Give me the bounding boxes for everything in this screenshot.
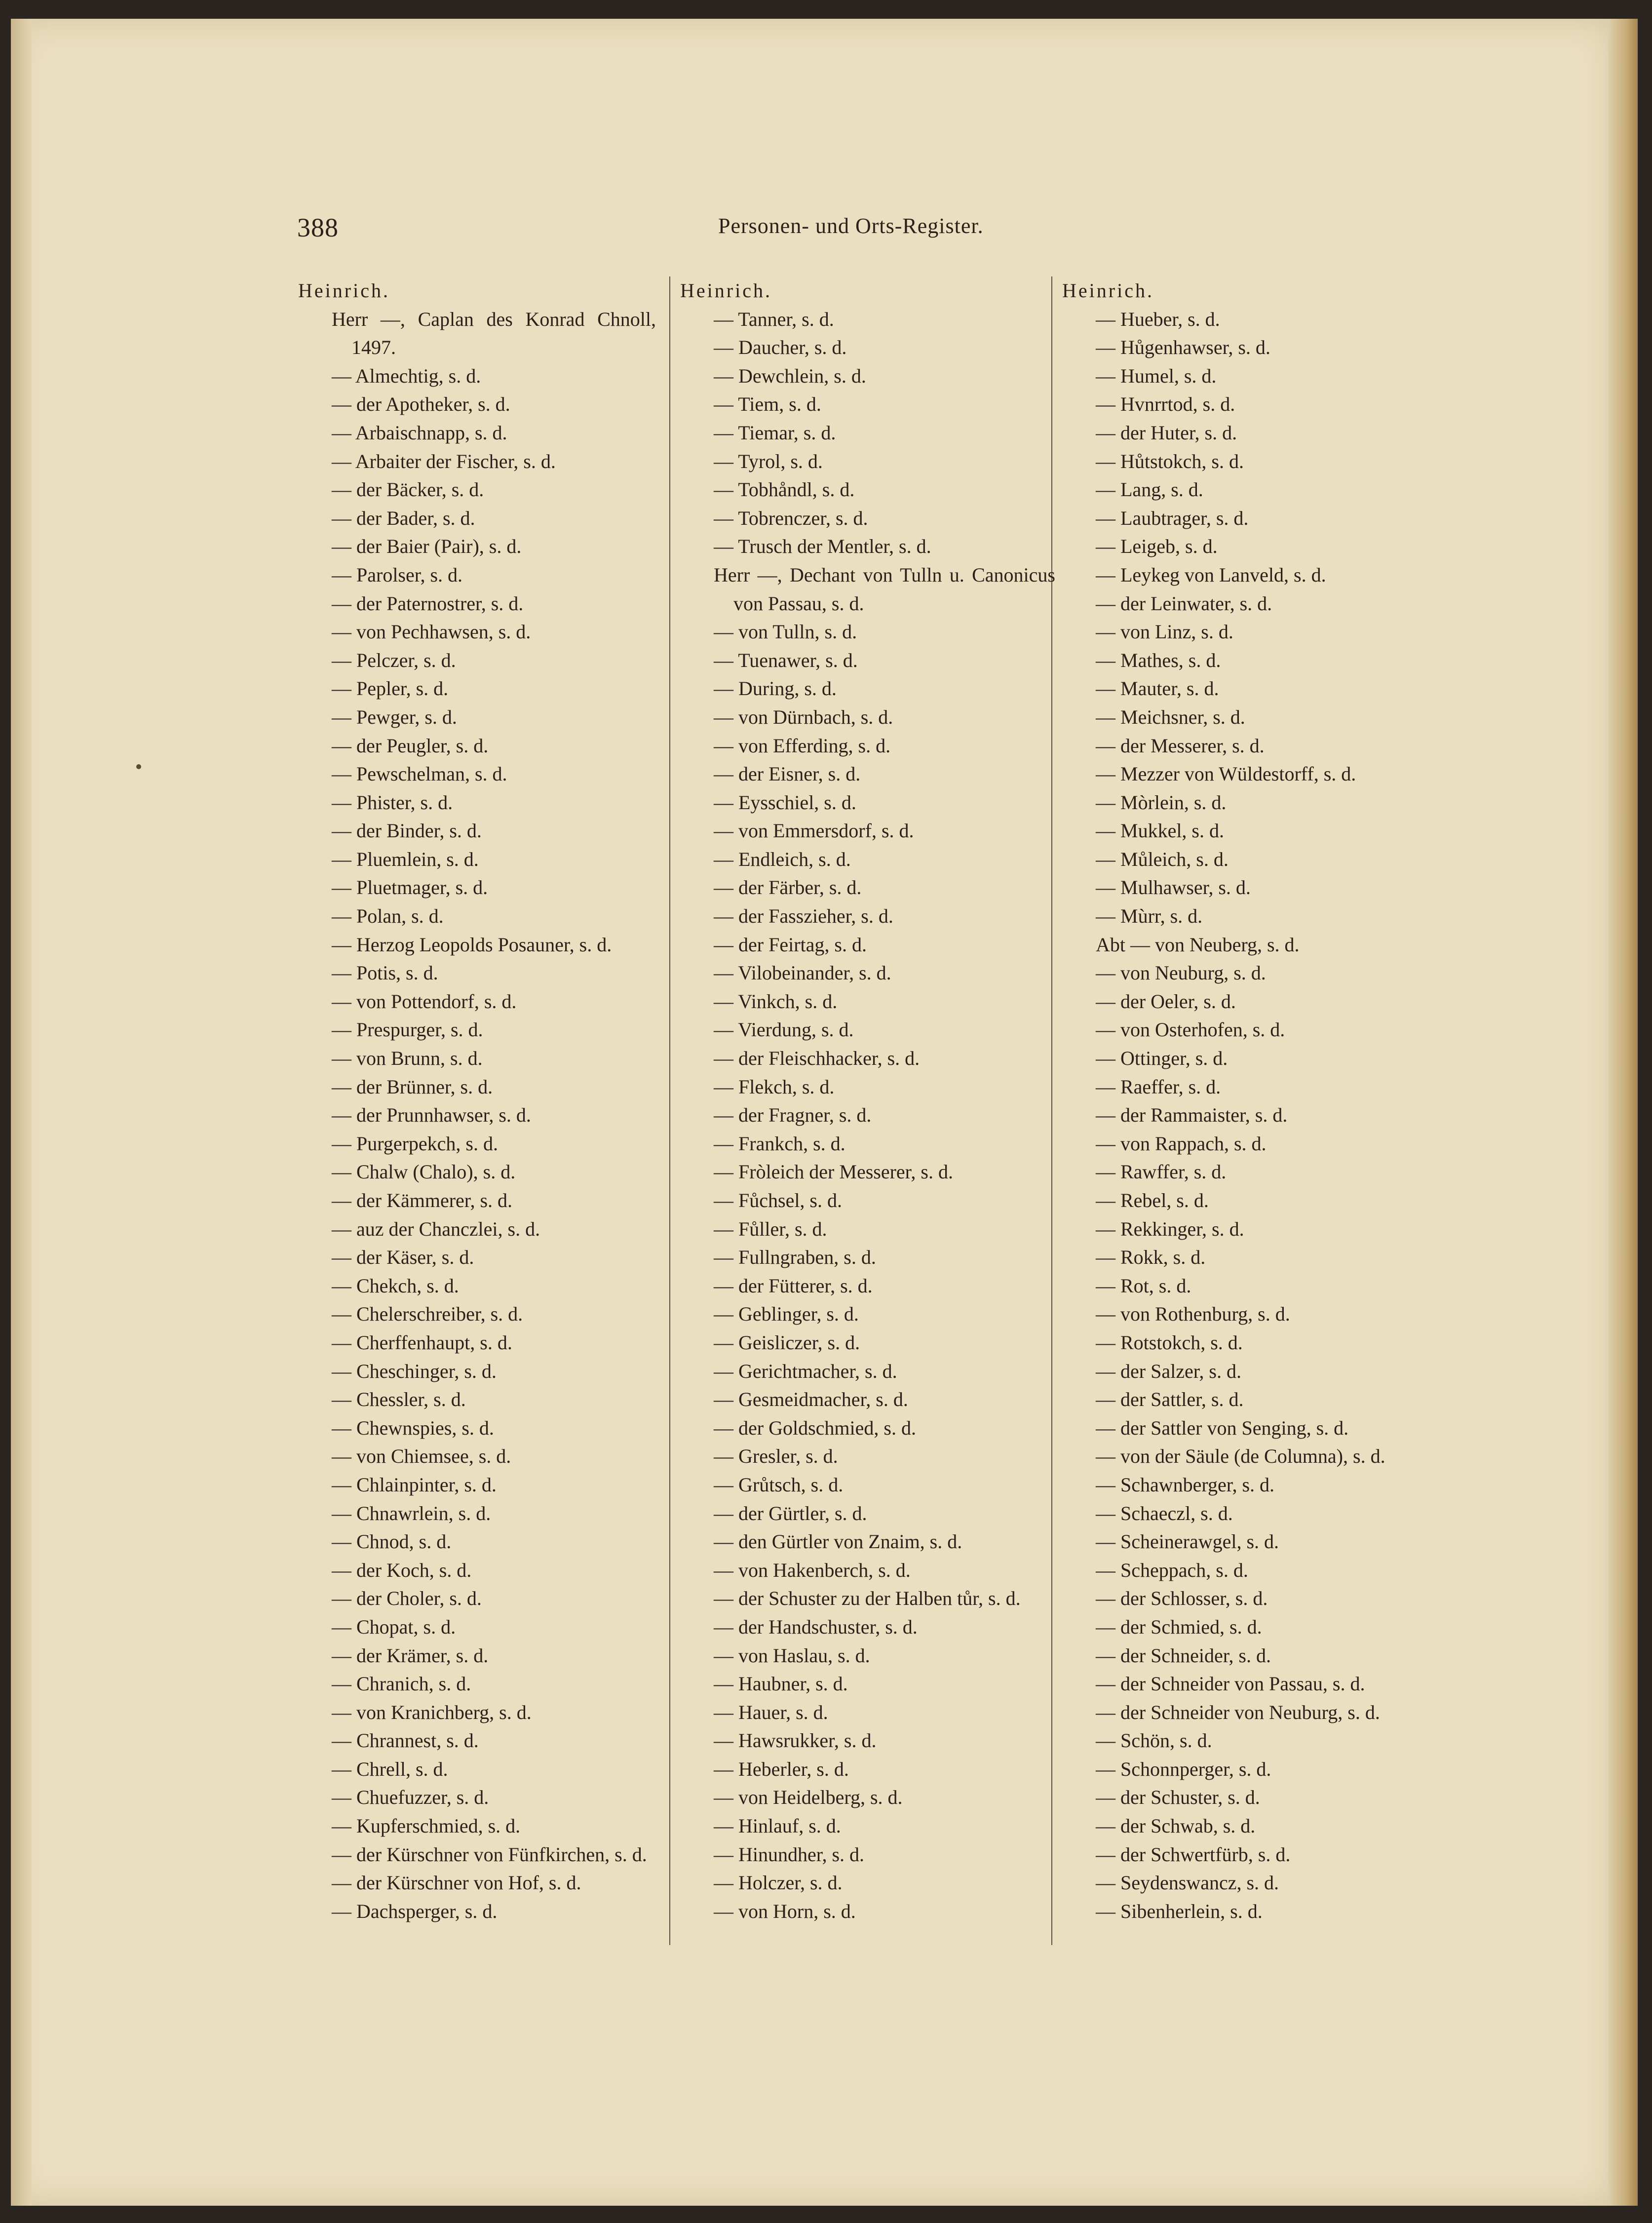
register-entry: — Pepler, s. d.: [332, 677, 449, 700]
register-entry: — Tanner, s. d.: [714, 308, 834, 330]
register-entry: — der Färber, s. d.: [714, 876, 862, 899]
register-entry: — von Chiemsee, s. d.: [332, 1445, 511, 1468]
register-entry: — Tobhåndl, s. d.: [714, 478, 855, 501]
register-entry: — von Rothenburg, s. d.: [1096, 1303, 1290, 1326]
register-entry: — Leykeg von Lanveld, s. d.: [1096, 563, 1326, 586]
register-entry: — Tuenawer, s. d.: [714, 649, 858, 671]
register-entry: — Meichsner, s. d.: [1096, 705, 1245, 728]
register-entry: — Rot, s. d.: [1096, 1274, 1191, 1297]
register-entry: — von Emmersdorf, s. d.: [714, 819, 914, 842]
register-entry: — Parolser, s. d.: [332, 563, 463, 586]
register-entry: — Chalw (Chalo), s. d.: [332, 1161, 516, 1183]
register-entry: — der Handschuster, s. d.: [714, 1615, 918, 1638]
register-entry: — der Schwab, s. d.: [1096, 1815, 1256, 1837]
register-entry: — der Schuster, s. d.: [1096, 1786, 1260, 1809]
register-entry: — der Käser, s. d.: [332, 1246, 474, 1269]
register-entry: — von der Säule (de Columna), s. d.: [1096, 1445, 1385, 1468]
register-entry: — der Sattler von Senging, s. d.: [1096, 1416, 1349, 1439]
register-entry: — der Binder, s. d.: [332, 819, 482, 842]
register-entry: — Scheinerawgel, s. d.: [1096, 1530, 1279, 1553]
register-entry: — Chnawrlein, s. d.: [332, 1502, 491, 1524]
register-entry: — Chelerschreiber, s. d.: [332, 1303, 523, 1326]
register-entry: — von Horn, s. d.: [714, 1900, 856, 1922]
page-number: 388: [297, 213, 339, 242]
register-entry: — Chessler, s. d.: [332, 1388, 466, 1411]
register-column-1: [298, 276, 656, 1925]
register-entry: — Rekkinger, s. d.: [1096, 1217, 1244, 1240]
register-entry: — Chnod, s. d.: [332, 1530, 452, 1553]
register-entry: — Fròleich der Messerer, s. d.: [714, 1161, 953, 1183]
register-entry: — Mùrr, s. d.: [1096, 905, 1203, 928]
register-column-2: [680, 276, 1055, 1925]
register-entry: — von Kranichberg, s. d.: [332, 1701, 532, 1723]
register-column-3: [1062, 276, 1452, 1925]
register-entry: — der Salzer, s. d.: [1096, 1360, 1241, 1382]
register-entry: — Raeffer, s. d.: [1096, 1075, 1221, 1098]
register-entry: — Cheschinger, s. d.: [332, 1360, 497, 1382]
register-entry: — Almechtig, s. d.: [332, 364, 481, 387]
register-entry: — Fůller, s. d.: [714, 1217, 827, 1240]
register-entry: — Fullngraben, s. d.: [714, 1246, 876, 1269]
register-entry: — von Brunn, s. d.: [332, 1047, 483, 1070]
register-entry: — Vierdung, s. d.: [714, 1018, 854, 1041]
register-entry: — Herzog Leopolds Posauner, s. d.: [332, 933, 612, 956]
register-entry: — der Feirtag, s. d.: [714, 933, 867, 956]
register-entry: — Pluetmager, s. d.: [332, 876, 488, 899]
register-entry: — der Schneider, s. d.: [1096, 1644, 1271, 1667]
register-entry: — der Kürschner von Hof, s. d.: [332, 1872, 581, 1894]
column-heading: Heinrich.: [1062, 279, 1154, 302]
register-entry: — Daucher, s. d.: [714, 336, 847, 359]
register-entry: — Polan, s. d.: [332, 905, 444, 928]
register-entry: — Geblinger, s. d.: [714, 1303, 859, 1326]
register-entry: — Chewnspies, s. d.: [332, 1416, 494, 1439]
register-entry: — der Fragner, s. d.: [714, 1104, 872, 1127]
register-entry: — Chrannest, s. d.: [332, 1729, 479, 1752]
register-entry: — der Rammaister, s. d.: [1096, 1104, 1288, 1127]
register-entry: — Pelczer, s. d.: [332, 649, 456, 671]
column-rule: [669, 276, 670, 1945]
register-entry: — Mathes, s. d.: [1096, 649, 1221, 671]
register-entry: — Mauter, s. d.: [1096, 677, 1219, 700]
register-entry: — der Paternostrer, s. d.: [332, 592, 524, 615]
register-entry: — der Eisner, s. d.: [714, 763, 861, 785]
register-entry: — der Bäcker, s. d.: [332, 478, 484, 501]
register-entry: — Schawnberger, s. d.: [1096, 1473, 1275, 1496]
register-entry: — der Sattler, s. d.: [1096, 1388, 1244, 1411]
register-entry: — Schaeczl, s. d.: [1096, 1502, 1233, 1524]
register-entry: — Tyrol, s. d.: [714, 450, 823, 472]
register-entry: — Holczer, s. d.: [714, 1872, 843, 1894]
register-entry: — Arbaischnapp, s. d.: [332, 421, 507, 444]
register-entry: — Chrell, s. d.: [332, 1757, 448, 1780]
register-entry: — Phister, s. d.: [332, 791, 453, 814]
register-entry: — Chuefuzzer, s. d.: [332, 1786, 489, 1809]
register-entry: Herr —, Caplan des Konrad Chnoll, 1497.: [332, 308, 656, 359]
register-entry: — Sibenherlein, s. d.: [1096, 1900, 1263, 1922]
register-entry: — der Baier (Pair), s. d.: [332, 535, 522, 558]
register-entry: — Fůchsel, s. d.: [714, 1189, 842, 1211]
register-entry: — Pluemlein, s. d.: [332, 848, 479, 870]
register-entry: — der Krämer, s. d.: [332, 1644, 489, 1667]
register-entry: — von Pechhawsen, s. d.: [332, 621, 531, 643]
page-gutter-shadow: [11, 19, 32, 2206]
register-entry: — der Oeler, s. d.: [1096, 990, 1236, 1013]
register-entry: — den Gürtler von Znaim, s. d.: [714, 1530, 962, 1553]
register-entry: — Schonnperger, s. d.: [1096, 1757, 1271, 1780]
register-entry: — Kupferschmied, s. d.: [332, 1815, 521, 1837]
register-entry: — von Neuburg, s. d.: [1096, 962, 1266, 984]
register-entry: — von Rappach, s. d.: [1096, 1132, 1267, 1155]
register-entry: — Leigeb, s. d.: [1096, 535, 1218, 558]
register-entry: — von Haslau, s. d.: [714, 1644, 870, 1667]
register-entry: — der Peugler, s. d.: [332, 734, 489, 757]
register-entry: — der Gürtler, s. d.: [714, 1502, 867, 1524]
register-entry: — Heberler, s. d.: [714, 1757, 849, 1780]
register-entry: — Chranich, s. d.: [332, 1673, 471, 1695]
register-entry: — Lang, s. d.: [1096, 478, 1203, 501]
running-head: Personen- und Orts-Register.: [718, 214, 984, 238]
register-entry: — Hawsrukker, s. d.: [714, 1729, 877, 1752]
register-entry: — der Fütterer, s. d.: [714, 1274, 873, 1297]
register-entry: — Seydenswancz, s. d.: [1096, 1872, 1279, 1894]
register-entry: — Chlainpinter, s. d.: [332, 1473, 497, 1496]
register-entry: — Ottinger, s. d.: [1096, 1047, 1228, 1070]
register-entry: — der Fasszieher, s. d.: [714, 905, 893, 928]
register-entry: — Hauer, s. d.: [714, 1701, 828, 1723]
register-entry: — Vilobeinander, s. d.: [714, 962, 891, 984]
register-entry: — Prespurger, s. d.: [332, 1018, 483, 1041]
register-entry: — Purgerpekch, s. d.: [332, 1132, 498, 1155]
register-entry: — Arbaiter der Fischer, s. d.: [332, 450, 556, 472]
register-entry: — Grůtsch, s. d.: [714, 1473, 844, 1496]
register-entry: — der Schwertfürb, s. d.: [1096, 1843, 1291, 1866]
register-entry: — Rokk, s. d.: [1096, 1246, 1206, 1269]
register-entry: — Pewger, s. d.: [332, 705, 457, 728]
register-entry: — der Brünner, s. d.: [332, 1075, 493, 1098]
register-entry: — der Kämmerer, s. d.: [332, 1189, 513, 1211]
register-entry: — der Leinwater, s. d.: [1096, 592, 1272, 615]
register-entry: — der Goldschmied, s. d.: [714, 1416, 916, 1439]
register-entry: — During, s. d.: [714, 677, 837, 700]
register-entry: — Tiem, s. d.: [714, 393, 821, 416]
ink-speck: [136, 764, 141, 769]
register-entry: — Geisliczer, s. d.: [714, 1331, 860, 1354]
register-entry: — Gerichtmacher, s. d.: [714, 1360, 897, 1382]
register-entry: — der Fleischhacker, s. d.: [714, 1047, 920, 1070]
register-entry: — Rotstokch, s. d.: [1096, 1331, 1243, 1354]
register-entry: — Hueber, s. d.: [1096, 308, 1220, 330]
register-entry: — Potis, s. d.: [332, 962, 438, 984]
column-heading: Heinrich.: [680, 279, 772, 302]
register-entry: — der Kürschner von Fünfkirchen, s. d.: [332, 1843, 647, 1866]
register-entry: Herr —, Dechant von Tulln u. Canonicus von Passau, s. d.: [714, 563, 1055, 615]
register-entry: — der Schmied, s. d.: [1096, 1615, 1262, 1638]
register-entry: — Mukkel, s. d.: [1096, 819, 1224, 842]
register-entry: — der Messerer, s. d.: [1096, 734, 1265, 757]
register-entry: — Rawffer, s. d.: [1096, 1161, 1227, 1183]
register-entry: — der Bader, s. d.: [332, 507, 475, 529]
register-entry: — Frankch, s. d.: [714, 1132, 845, 1155]
register-entry: — der Schlosser, s. d.: [1096, 1587, 1268, 1610]
register-entry: — Mulhawser, s. d.: [1096, 876, 1251, 899]
register-entry: — von Efferding, s. d.: [714, 734, 891, 757]
register-entry: — Chopat, s. d.: [332, 1615, 456, 1638]
register-entry: — Chekch, s. d.: [332, 1274, 459, 1297]
register-entry: — der Prunnhawser, s. d.: [332, 1104, 531, 1127]
register-entry: — Hinlauf, s. d.: [714, 1815, 841, 1837]
register-entry: — Flekch, s. d.: [714, 1075, 835, 1098]
register-entry: — Rebel, s. d.: [1096, 1189, 1209, 1211]
register-entry: — Cherffenhaupt, s. d.: [332, 1331, 512, 1354]
column-heading: Heinrich.: [298, 279, 390, 302]
register-entry: — von Hakenberch, s. d.: [714, 1559, 911, 1581]
register-entry: — Vinkch, s. d.: [714, 990, 838, 1013]
register-entry: — von Linz, s. d.: [1096, 621, 1233, 643]
register-entry: — der Schneider von Neuburg, s. d.: [1096, 1701, 1380, 1723]
register-entry: — Hůgenhawser, s. d.: [1096, 336, 1270, 359]
register-entry: — der Huter, s. d.: [1096, 421, 1237, 444]
register-entry: — Hinundher, s. d.: [714, 1843, 865, 1866]
register-entry: — Scheppach, s. d.: [1096, 1559, 1248, 1581]
register-entry: — Dachsperger, s. d.: [332, 1900, 498, 1922]
register-entry: — Gresler, s. d.: [714, 1445, 838, 1468]
register-entry: — Hůtstokch, s. d.: [1096, 450, 1244, 472]
register-entry: — der Schneider von Passau, s. d.: [1096, 1673, 1365, 1695]
register-entry: — auz der Chanczlei, s. d.: [332, 1217, 540, 1240]
register-entry: — der Schuster zu der Halben tůr, s. d.: [714, 1587, 1021, 1610]
register-entry: — von Tulln, s. d.: [714, 621, 857, 643]
register-entry: — von Heidelberg, s. d.: [714, 1786, 903, 1809]
register-entry: — Tobrenczer, s. d.: [714, 507, 868, 529]
register-entry: — Pewschelman, s. d.: [332, 763, 507, 785]
register-entry: — von Dürnbach, s. d.: [714, 705, 893, 728]
register-entry: — Mòrlein, s. d.: [1096, 791, 1227, 814]
register-entry: — Můleich, s. d.: [1096, 848, 1229, 870]
register-entry: Abt — von Neuberg, s. d.: [1096, 933, 1300, 956]
register-entry: — Laubtrager, s. d.: [1096, 507, 1249, 529]
register-entry: — Trusch der Mentler, s. d.: [714, 535, 931, 558]
register-entry: — Haubner, s. d.: [714, 1673, 848, 1695]
register-entry: — Gesmeidmacher, s. d.: [714, 1388, 908, 1411]
register-entry: — Hvnrrtod, s. d.: [1096, 393, 1235, 416]
register-entry: — von Osterhofen, s. d.: [1096, 1018, 1285, 1041]
register-entry: — der Apotheker, s. d.: [332, 393, 510, 416]
register-entry: — Schön, s. d.: [1096, 1729, 1212, 1752]
register-entry: — der Koch, s. d.: [332, 1559, 472, 1581]
register-entry: — Tiemar, s. d.: [714, 421, 836, 444]
register-entry: — Humel, s. d.: [1096, 364, 1217, 387]
register-entry: — Eysschiel, s. d.: [714, 791, 856, 814]
register-entry: — von Pottendorf, s. d.: [332, 990, 517, 1013]
page-edge: [1608, 19, 1638, 2206]
register-entry: — Dewchlein, s. d.: [714, 364, 866, 387]
register-entry: — der Choler, s. d.: [332, 1587, 482, 1610]
register-entry: — Mezzer von Wüldestorff, s. d.: [1096, 763, 1356, 785]
register-entry: — Endleich, s. d.: [714, 848, 851, 870]
